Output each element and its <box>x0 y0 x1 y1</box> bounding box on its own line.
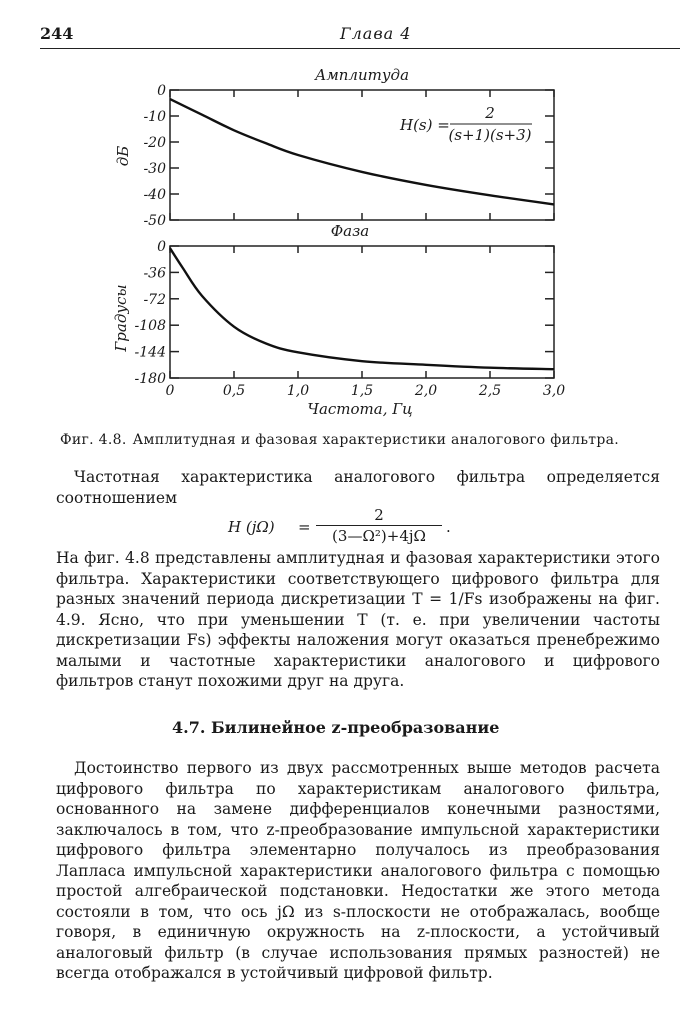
y-tick-label: -50 <box>143 213 166 229</box>
phase-curve <box>170 248 554 369</box>
phase-frame <box>170 246 554 378</box>
paragraph-1-text: Частотная характеристика аналогового фильтра определяется соотношением <box>56 468 660 507</box>
phase-ticks <box>170 246 554 378</box>
x-tick-label: 0,5 <box>222 383 246 399</box>
phase-chart <box>112 222 565 418</box>
amplitude-ticks <box>170 90 554 220</box>
phase-x-labels <box>166 383 566 399</box>
x-tick-label: 1,0 <box>286 383 310 399</box>
amplitude-curve <box>170 99 554 204</box>
figure-caption <box>60 432 660 448</box>
y-tick-label: -144 <box>134 344 166 361</box>
amplitude-chart <box>114 66 554 229</box>
x-tick-label: 2,5 <box>478 383 502 399</box>
y-tick-label: -36 <box>143 265 166 282</box>
x-tick-label: 3,0 <box>542 383 566 399</box>
x-tick-label: 0 <box>165 383 175 399</box>
equation-fraction <box>316 506 442 545</box>
equation-dot: . <box>446 518 451 536</box>
formula-denominator: (s+1)(s+3) <box>448 126 532 144</box>
y-tick-label: 0 <box>157 83 166 99</box>
equation-numerator: 2 <box>316 506 442 526</box>
amplitude-ylabel: дБ <box>114 145 132 167</box>
phase-y-labels <box>135 239 167 387</box>
equation <box>228 506 468 550</box>
figure-number: Фиг. 4.8. <box>60 432 127 448</box>
y-tick-label: -30 <box>143 161 166 177</box>
formula-numerator: 2 <box>485 104 495 122</box>
paragraph-1 <box>56 467 660 508</box>
paragraph-3-text: Достоинство первого из двух рассмотренных выше методов расчета цифрового фильтра по характеристикам аналогового фильтра, основанного на замене дифференциалов конечными разностями, заключалось в том, что z-преобразование импульсной характеристики цифрового фильтра элементарно получалось из преобразования Лапласа импульсной характеристики аналогового фильтра с помощью простой алгебраической подстановки. Недостатки же этого метода состояли в том, что ось jΩ из s-плоскости не отображалась, вообще говоря, в единичную окружность на z-плоскости, а устойчивый аналоговый фильтр (в случае использования прямых разностей) не всегда отображался в устойчивый цифровой фильтр. <box>56 759 660 982</box>
paragraph-2-text: На фиг. 4.8 представлены амплитудная и фазовая характеристики этого фильтра. Характеристики соответствующего цифрового фильтра для разных значений периода дискретизации T = 1/Fs изображены на фиг. 4.9. Ясно, что при уменьшении T (т. е. при увеличении частоты дискретизации Fs) эффекты наложения могут оказаться пренебрежимо малыми и частотные характеристики аналогового и цифрового фильтров станут похожими друг на друга. <box>56 549 660 690</box>
amplitude-y-labels <box>143 83 166 229</box>
figure-caption-text: Амплитудная и фазовая характеристики аналогового фильтра. <box>132 432 619 448</box>
x-tick-label: 1,5 <box>350 383 374 399</box>
phase-xlabel: Частота, Гц <box>307 400 413 418</box>
phase-ylabel: Градусы <box>112 284 130 352</box>
chapter-title: Глава 4 <box>340 24 412 43</box>
page-header <box>40 24 680 49</box>
paragraph-2 <box>56 548 660 692</box>
y-tick-label: -20 <box>143 135 166 151</box>
y-tick-label: -108 <box>134 318 166 335</box>
equation-denominator: (3—Ω²)+4jΩ <box>332 527 426 545</box>
amplitude-title: Амплитуда <box>314 66 410 84</box>
equation-sign: = <box>298 518 311 536</box>
x-tick-label: 2,0 <box>414 383 438 399</box>
y-tick-label: -10 <box>143 109 166 125</box>
transfer-function-label <box>399 104 532 144</box>
y-tick-label: -72 <box>143 291 166 308</box>
figure-4-8 <box>0 60 700 418</box>
phase-title: Фаза <box>330 222 370 240</box>
section-title: 4.7. Билинейное z-преобразование <box>172 718 500 737</box>
paragraph-3 <box>56 758 660 984</box>
amplitude-frame <box>170 90 554 220</box>
y-tick-label: -180 <box>134 371 166 387</box>
equation-lhs: H (jΩ) <box>228 518 275 536</box>
y-tick-label: -40 <box>143 187 166 203</box>
y-tick-label: 0 <box>157 239 166 255</box>
formula-lhs: H(s) = <box>400 116 450 134</box>
page-number: 244 <box>40 24 74 43</box>
